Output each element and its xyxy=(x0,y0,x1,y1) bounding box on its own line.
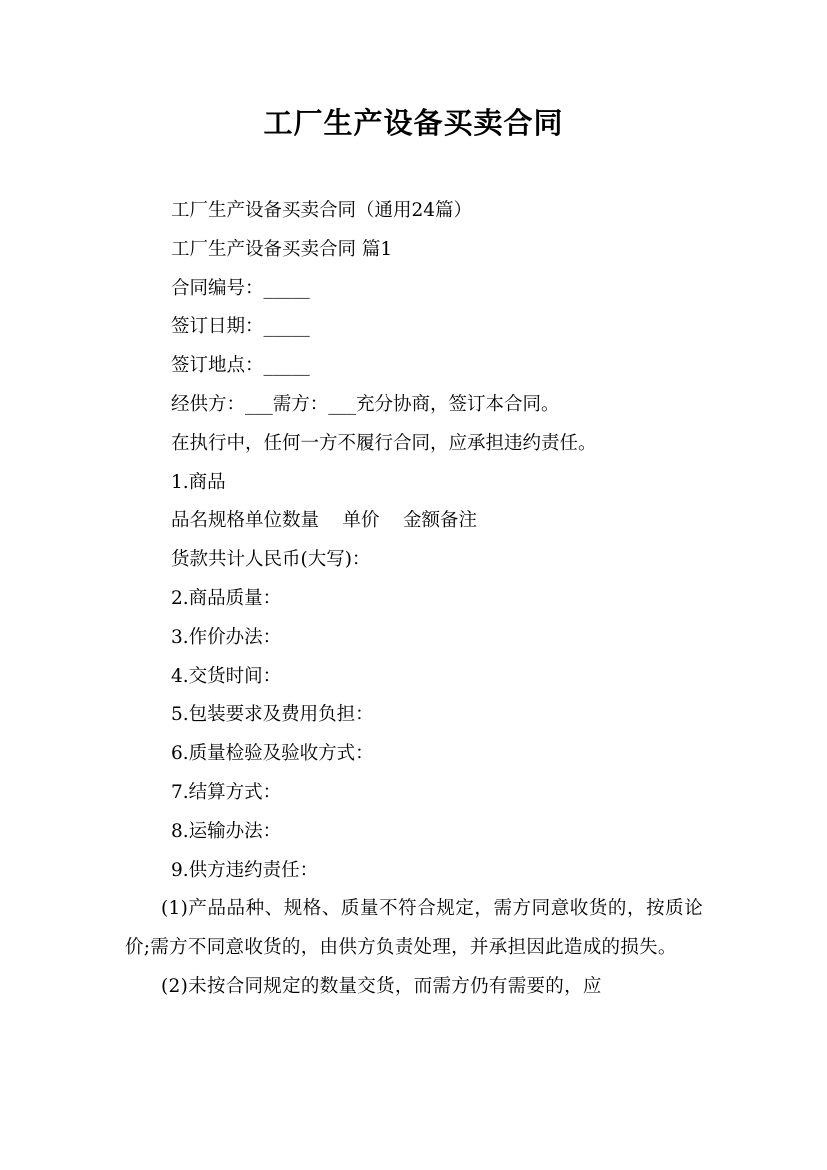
clause-delivery-time: 4.交货时间： xyxy=(171,665,282,687)
parties-line: 经供方：___需方：___充分协商，签订本合同。 xyxy=(171,393,560,415)
paragraph-item-1: (1)产品品种、规格、质量不符合规定，需方同意收货的，按质论价;需方不同意收货的，由供方负责处理，并承担因此造成的损失。 xyxy=(125,898,703,959)
clause-supplier-liability: 9.供方违约责任： xyxy=(171,859,319,881)
contract-number-line: 合同编号：_____ xyxy=(171,277,310,299)
paragraph-item-2: (2)未按合同规定的数量交货，而需方仍有需要的，应 xyxy=(161,975,602,997)
liability-line: 在执行中，任何一方不履行合同，应承担违约责任。 xyxy=(171,432,597,454)
clause-inspection: 6.质量检验及验收方式： xyxy=(171,743,374,765)
document-body xyxy=(125,192,703,1007)
goods-table-header: 品名规格单位数量 单价 金额备注 xyxy=(171,510,478,532)
section-heading: 工厂生产设备买卖合同 篇1 xyxy=(171,238,393,260)
clause-settlement: 7.结算方式： xyxy=(171,781,282,803)
total-amount-line: 货款共计人民币(大写)： xyxy=(171,549,371,571)
document-title: 工厂生产设备买卖合同 xyxy=(263,106,564,140)
subtitle-line: 工厂生产设备买卖合同（通用24篇） xyxy=(171,200,473,221)
clause-transport: 8.运输办法： xyxy=(171,820,282,842)
clause-quality: 2.商品质量： xyxy=(171,587,282,609)
clause-packaging: 5.包装要求及费用负担： xyxy=(171,704,374,726)
clause-goods: 1.商品 xyxy=(171,471,226,493)
clause-pricing: 3.作价办法： xyxy=(171,626,282,648)
signing-place-line: 签订地点：_____ xyxy=(171,355,310,377)
signing-date-line: 签订日期：_____ xyxy=(171,316,310,338)
